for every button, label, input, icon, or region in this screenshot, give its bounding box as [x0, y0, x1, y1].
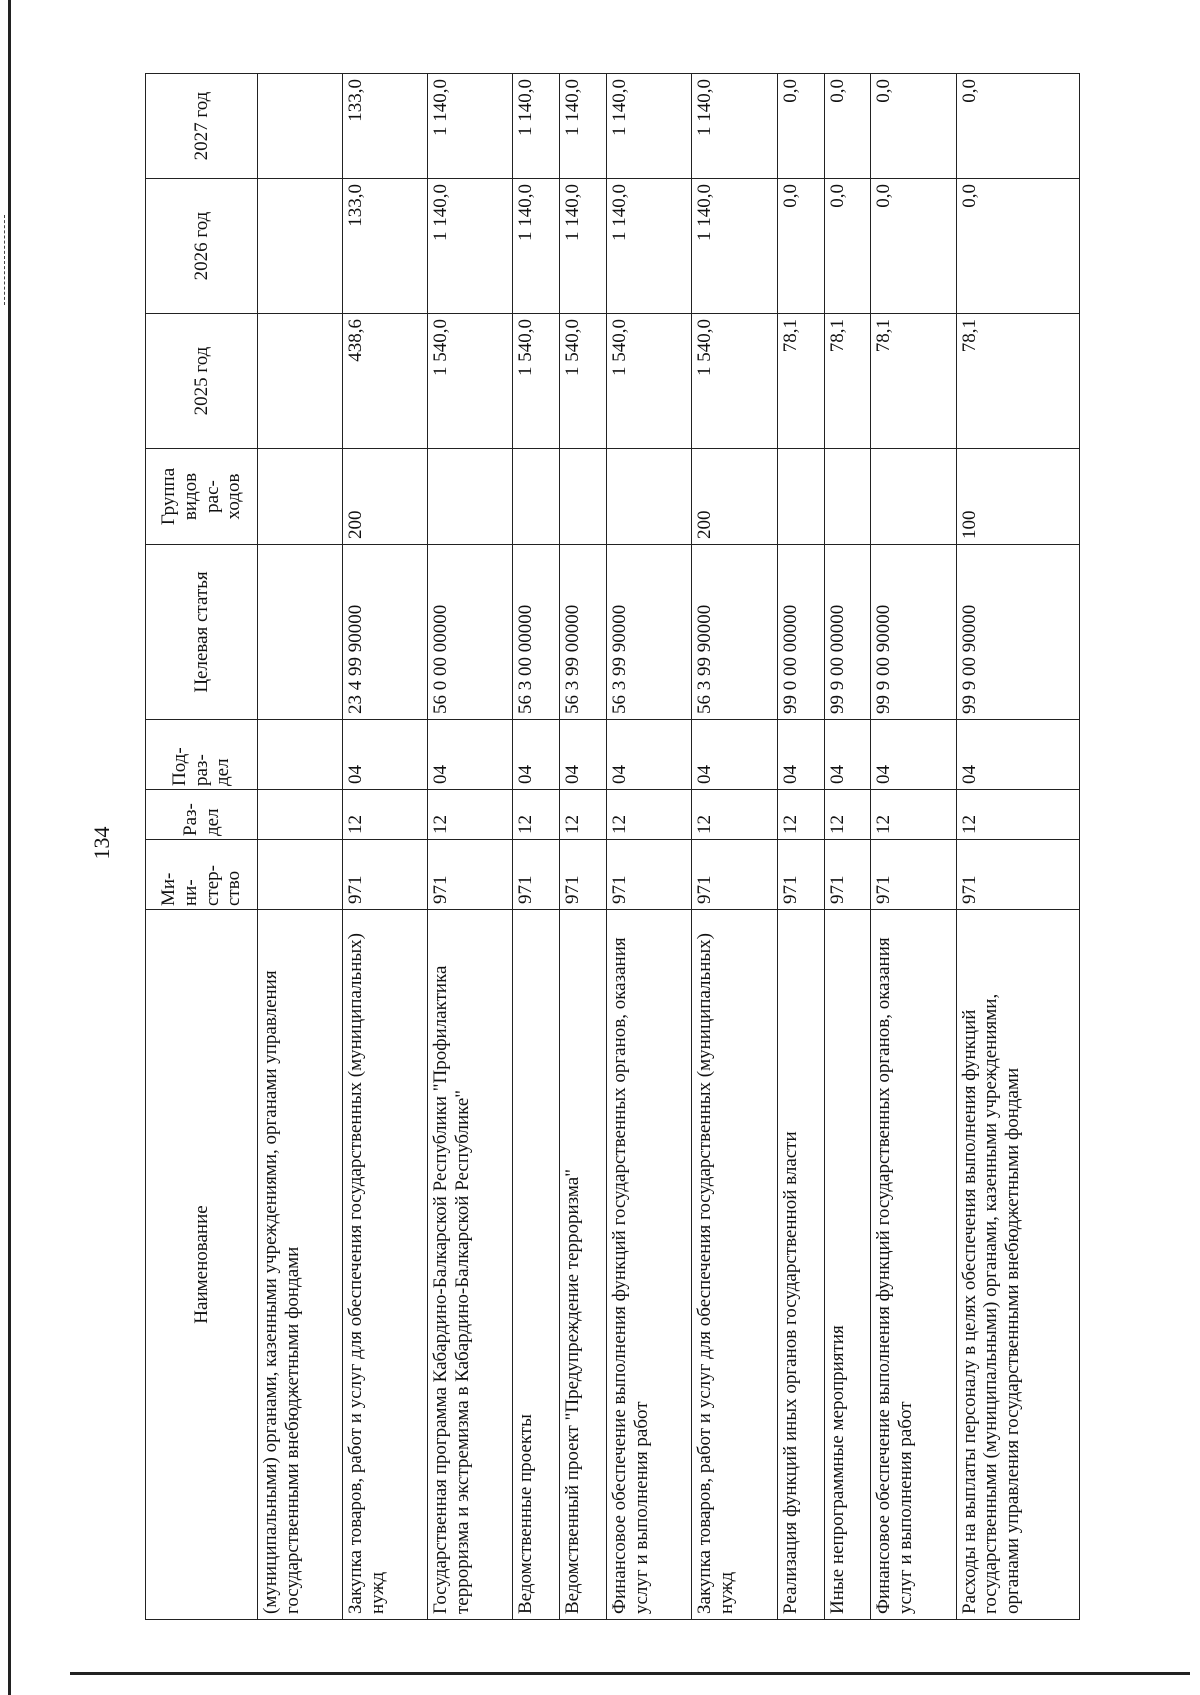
cell-target-article: 99 9 00 90000	[956, 545, 1079, 720]
cell-2025: 1 540,0	[560, 314, 607, 449]
cell-2026: 1 140,0	[560, 179, 607, 314]
cell-subsection: 04	[607, 720, 692, 790]
budget-table-container	[145, 74, 1080, 1620]
cell-name: Ведомственный проект "Предупреждение терроризма"	[560, 910, 607, 1620]
cell-section: 12	[824, 790, 871, 840]
scan-tick-mark	[4, 215, 6, 305]
cell-subsection	[258, 720, 343, 790]
cell-subsection: 04	[560, 720, 607, 790]
table-row	[607, 74, 692, 1620]
cell-name: Закупка товаров, работ и услуг для обеспечения государственных (муниципальных) нужд	[343, 910, 428, 1620]
cell-2025	[258, 314, 343, 449]
cell-ministry	[258, 840, 343, 910]
cell-target-article	[258, 545, 343, 720]
cell-2025: 78,1	[871, 314, 956, 449]
cell-section: 12	[607, 790, 692, 840]
cell-ministry: 971	[692, 840, 777, 910]
cell-ministry: 971	[428, 840, 513, 910]
cell-expense-group	[871, 449, 956, 545]
cell-ministry: 971	[871, 840, 956, 910]
cell-2026: 0,0	[871, 179, 956, 314]
cell-expense-group: 100	[956, 449, 1079, 545]
cell-2025: 438,6	[343, 314, 428, 449]
cell-2027: 0,0	[956, 74, 1079, 179]
header-2025: 2025 год	[146, 314, 258, 449]
cell-expense-group	[428, 449, 513, 545]
table-row	[871, 74, 956, 1620]
cell-name: Иные непрограммные мероприятия	[824, 910, 871, 1620]
cell-target-article: 99 0 00 00000	[777, 545, 824, 720]
cell-subsection: 04	[428, 720, 513, 790]
table-row	[560, 74, 607, 1620]
cell-2026: 1 140,0	[607, 179, 692, 314]
cell-section: 12	[428, 790, 513, 840]
cell-2026: 0,0	[777, 179, 824, 314]
cell-2027: 1 140,0	[607, 74, 692, 179]
cell-2026: 0,0	[956, 179, 1079, 314]
table-row	[956, 74, 1079, 1620]
cell-subsection: 04	[343, 720, 428, 790]
cell-2025: 78,1	[824, 314, 871, 449]
cell-subsection: 04	[513, 720, 560, 790]
header-2027: 2027 год	[146, 74, 258, 179]
cell-2027: 133,0	[343, 74, 428, 179]
cell-2025: 1 540,0	[513, 314, 560, 449]
header-name: Наименование	[146, 910, 258, 1620]
cell-section: 12	[513, 790, 560, 840]
cell-2025: 78,1	[777, 314, 824, 449]
cell-expense-group	[777, 449, 824, 545]
cell-2027	[258, 74, 343, 179]
cell-section	[258, 790, 343, 840]
scan-left-edge	[8, 0, 11, 1695]
cell-2025: 1 540,0	[428, 314, 513, 449]
cell-section: 12	[871, 790, 956, 840]
header-subsection: Под- раз- дел	[146, 720, 258, 790]
cell-2027: 0,0	[824, 74, 871, 179]
cell-name: Финансовое обеспечение выполнения функций государственных органов, оказания услуг и выполнения работ	[871, 910, 956, 1620]
cell-subsection: 04	[777, 720, 824, 790]
cell-2027: 0,0	[871, 74, 956, 179]
cell-2027: 1 140,0	[560, 74, 607, 179]
cell-name: Реализация функций иных органов государственной власти	[777, 910, 824, 1620]
cell-target-article: 56 0 00 00000	[428, 545, 513, 720]
cell-2026: 1 140,0	[692, 179, 777, 314]
cell-ministry: 971	[824, 840, 871, 910]
cell-2025: 1 540,0	[692, 314, 777, 449]
cell-name: Государственная программа Кабардино-Балкарской Республики "Профилактика терроризма и экстремизма в Кабардино-Балкарской Республике"	[428, 910, 513, 1620]
cell-2027: 1 140,0	[513, 74, 560, 179]
table-row	[513, 74, 560, 1620]
cell-section: 12	[343, 790, 428, 840]
cell-name: Расходы на выплаты персоналу в целях обеспечения выполнения функций государственными (муниципальными) органами, казенными учреждениями, органами управления государственными внебюджетными фондами	[956, 910, 1079, 1620]
cell-target-article: 23 4 99 90000	[343, 545, 428, 720]
cell-ministry: 971	[343, 840, 428, 910]
cell-2026: 1 140,0	[428, 179, 513, 314]
cell-ministry: 971	[956, 840, 1079, 910]
header-expense-group: Группа видов рас- ходов	[146, 449, 258, 545]
cell-2027: 0,0	[777, 74, 824, 179]
table-row	[777, 74, 824, 1620]
cell-2025: 1 540,0	[607, 314, 692, 449]
cell-name: Закупка товаров, работ и услуг для обеспечения государственных (муниципальных) нужд	[692, 910, 777, 1620]
header-ministry: Ми- ни- стер- ство	[146, 840, 258, 910]
cell-expense-group	[513, 449, 560, 545]
cell-2027: 1 140,0	[692, 74, 777, 179]
cell-2025: 78,1	[956, 314, 1079, 449]
page-number: 134	[89, 826, 114, 860]
cell-ministry: 971	[560, 840, 607, 910]
table-row	[258, 74, 343, 1620]
budget-table	[145, 73, 1080, 1620]
cell-2026: 0,0	[824, 179, 871, 314]
cell-expense-group	[607, 449, 692, 545]
cell-target-article: 99 9 00 00000	[824, 545, 871, 720]
cell-name: (муниципальными) органами, казенными учреждениями, органами управления государственными внебюджетными фондами	[258, 910, 343, 1620]
cell-2026: 1 140,0	[513, 179, 560, 314]
cell-section: 12	[560, 790, 607, 840]
cell-subsection: 04	[956, 720, 1079, 790]
cell-target-article: 56 3 99 90000	[692, 545, 777, 720]
cell-expense-group	[258, 449, 343, 545]
cell-2027: 1 140,0	[428, 74, 513, 179]
cell-expense-group	[824, 449, 871, 545]
table-row	[428, 74, 513, 1620]
cell-ministry: 971	[607, 840, 692, 910]
cell-subsection: 04	[824, 720, 871, 790]
cell-expense-group: 200	[692, 449, 777, 545]
header-target-article: Целевая статья	[146, 545, 258, 720]
table-row	[824, 74, 871, 1620]
cell-2026: 133,0	[343, 179, 428, 314]
table-header-row	[146, 74, 258, 1620]
cell-ministry: 971	[777, 840, 824, 910]
cell-subsection: 04	[871, 720, 956, 790]
cell-name: Ведомственные проекты	[513, 910, 560, 1620]
cell-target-article: 56 3 99 90000	[607, 545, 692, 720]
cell-expense-group	[560, 449, 607, 545]
cell-target-article: 56 3 99 00000	[560, 545, 607, 720]
cell-expense-group: 200	[343, 449, 428, 545]
table-row	[343, 74, 428, 1620]
cell-subsection: 04	[692, 720, 777, 790]
table-row	[692, 74, 777, 1620]
cell-name: Финансовое обеспечение выполнения функций государственных органов, оказания услуг и выполнения работ	[607, 910, 692, 1620]
cell-section: 12	[956, 790, 1079, 840]
cell-ministry: 971	[513, 840, 560, 910]
scan-bottom-edge	[70, 1672, 1190, 1675]
cell-target-article: 56 3 00 00000	[513, 545, 560, 720]
cell-target-article: 99 9 00 90000	[871, 545, 956, 720]
header-section: Раз- дел	[146, 790, 258, 840]
cell-section: 12	[777, 790, 824, 840]
cell-2026	[258, 179, 343, 314]
cell-section: 12	[692, 790, 777, 840]
header-2026: 2026 год	[146, 179, 258, 314]
